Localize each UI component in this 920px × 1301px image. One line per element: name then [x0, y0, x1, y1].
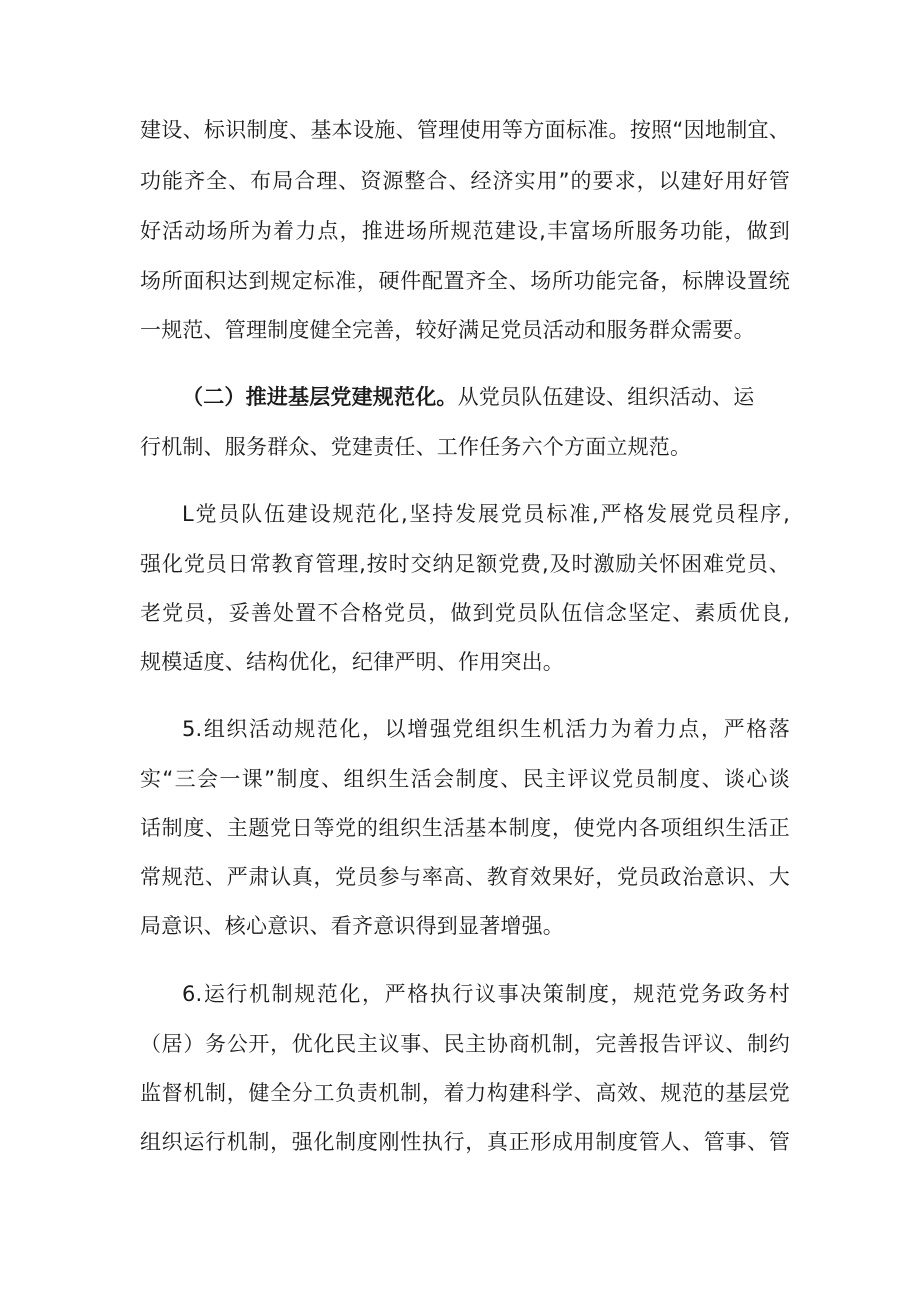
paragraph-line: 监督机制，健全分工负责机制，着力构建科学、高效、规范的基层党 — [140, 1081, 790, 1105]
paragraph-line: L党员队伍建设规范化,坚持发展党员标准,严格发展党员程序, — [182, 502, 790, 526]
paragraph-line: 一规范、管理制度健全完善，较好满足党员活动和服务群众需要。 — [140, 318, 755, 342]
paragraph-line: 好活动场所为着力点，推进场所规范建设,丰富场所服务功能，做到 — [140, 219, 790, 243]
paragraph-line: 规模适度、结构优化，纪律严明、作用突出。 — [140, 650, 564, 674]
paragraph-line: 5.组织活动规范化，以增强党组织生机活力为着力点，严格落 — [182, 717, 790, 741]
paragraph-line: 老党员，妥善处置不合格党员，做到党员队伍信念坚定、素质优良, — [140, 601, 790, 625]
paragraph-line: 局意识、核心意识、看齐意识得到显著增强。 — [140, 914, 564, 938]
paragraph-line: 场所面积达到规定标准，硬件配置齐全、场所功能完备，标牌设置统 — [140, 269, 790, 293]
paragraph-line: 6.运行机制规范化，严格执行议事决策制度，规范党务政务村 — [182, 982, 790, 1006]
paragraph-line: 强化党员日常教育管理,按时交纳足额党费,及时激励关怀困难党员、 — [140, 552, 790, 576]
paragraph-line: 建设、标识制度、基本设施、管理使用等方面标准。按照“因地制宜、 — [140, 118, 790, 142]
paragraph-line — [182, 382, 790, 412]
section-heading: （二）推进基层党建规范化。 — [182, 385, 458, 409]
paragraph-line: 行机制、服务群众、党建责任、工作任务六个方面立规范。 — [140, 435, 692, 459]
paragraph-line: 功能齐全、布局合理、资源整合、经济实用”的要求，以建好用好管 — [140, 169, 790, 193]
paragraph-line: 实“三会一课”制度、组织生活会制度、民主评议党员制度、谈心谈 — [140, 767, 790, 791]
paragraph-text: 从党员队伍建设、组织活动、运 — [457, 385, 755, 409]
paragraph-line: 组织运行机制，强化制度刚性执行，真正形成用制度管人、管事、管 — [140, 1130, 790, 1154]
paragraph-line: 常规范、严肃认真，党员参与率高、教育效果好，党员政治意识、大 — [140, 865, 790, 889]
paragraph-line: （居）务公开，优化民主议事、民主协商机制，完善报告评议、制约 — [140, 1032, 790, 1056]
paragraph-line: 话制度、主题党日等党的组织生活基本制度，使党内各项组织生活正 — [140, 816, 790, 840]
